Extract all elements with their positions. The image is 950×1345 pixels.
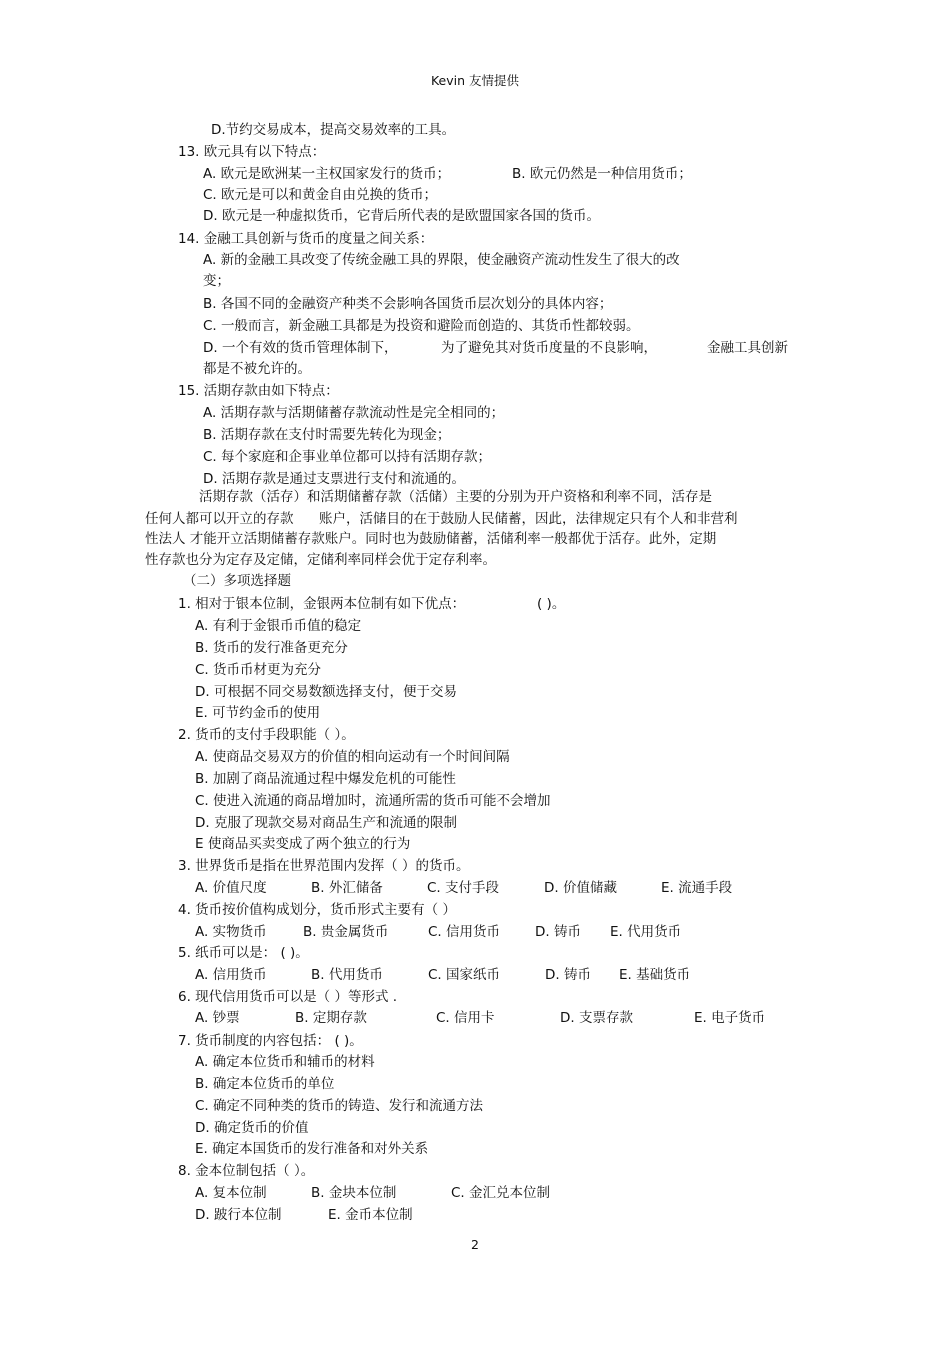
option-a: A. 有利于金银币币值的稳定 xyxy=(195,618,362,634)
option-c: C. 每个家庭和企事业单位都可以持有活期存款； xyxy=(203,449,492,465)
answer-blank: ( )。 xyxy=(537,596,566,612)
section-title: （二）多项选择题 xyxy=(183,573,291,589)
option-d: D. 活期存款是通过支票进行支付和流通的。 xyxy=(203,471,465,487)
option-e: E. 电子货币 xyxy=(694,1010,766,1026)
option-d: D. 可根据不同交易数额选择支付，便于交易 xyxy=(195,684,457,700)
question-14: 14. 金融工具创新与货币的度量之间关系： xyxy=(178,231,434,247)
question-m4: 4. 货币按价值构成划分，货币形式主要有（ ） xyxy=(178,902,456,918)
option-e: E. 可节约金币的使用 xyxy=(195,705,321,721)
option-d-part3: 金融工具创新 xyxy=(707,340,788,356)
option-e: E. 代用货币 xyxy=(610,924,682,940)
option-a-cont: 变； xyxy=(203,273,230,289)
option-b: B. 各国不同的金融资产种类不会影响各国货币层次划分的具体内容； xyxy=(203,296,613,312)
option-d: D. 欧元是一种虚拟货币，它背后所代表的是欧盟国家各国的货币。 xyxy=(203,208,600,224)
page-number: 2 xyxy=(471,1237,479,1252)
option-e: E. 确定本国货币的发行准备和对外关系 xyxy=(195,1141,429,1157)
option-d: D. 铸币 xyxy=(545,967,591,983)
option-c: C. 使进入流通的商品增加时，流通所需的货币可能不会增加 xyxy=(195,793,551,809)
option-d: D. 支票存款 xyxy=(560,1010,633,1026)
option-a: A. 确定本位货币和辅币的材料 xyxy=(195,1054,375,1070)
option-a: A. 欧元是欧洲某一主权国家发行的货币； xyxy=(203,166,451,182)
option-d: D. 确定货币的价值 xyxy=(195,1120,309,1136)
paragraph-part: 账户，活储目的在于鼓励人民储蓄，因此，法律规定只有个人和非营利 xyxy=(319,511,738,527)
paragraph-line: 性存款也分为定存及定储，定储利率同样会优于定存利率。 xyxy=(145,552,496,568)
question-m5: 5. 纸币可以是： ( )。 xyxy=(178,945,309,961)
option-a: A. 使商品交易双方的价值的相向运动有一个时间间隔 xyxy=(195,749,510,765)
option-d-part1: D. 一个有效的货币管理体制下， xyxy=(203,340,398,356)
paragraph-line: 性法人 才能开立活期储蓄存款账户。同时也为鼓励储蓄，活储利率一般都优于活存。此外，定期 xyxy=(145,531,717,547)
question-m3: 3. 世界货币是指在世界范围内发挥（ ）的货币。 xyxy=(178,858,470,874)
option-e: E. 金币本位制 xyxy=(328,1207,413,1223)
option-b: B. 定期存款 xyxy=(295,1010,367,1026)
option-e: E. 流通手段 xyxy=(661,880,733,896)
option-b: B. 金块本位制 xyxy=(311,1185,397,1201)
option-b: B. 代用货币 xyxy=(311,967,383,983)
option-a: A. 价值尺度 xyxy=(195,880,267,896)
option-d: D. 铸币 xyxy=(535,924,581,940)
option-b: B. 活期存款在支付时需要先转化为现金； xyxy=(203,427,451,443)
option-c: C. 金汇兑本位制 xyxy=(451,1185,551,1201)
option-a: A. 新的金融工具改变了传统金融工具的界限，使金融资产流动性发生了很大的改 xyxy=(203,252,680,268)
option-b: B. 货币的发行准备更充分 xyxy=(195,640,348,656)
question-text: 1. 相对于银本位制，金银两本位制有如下优点： xyxy=(178,596,466,612)
option-d: D. 价值储藏 xyxy=(544,880,617,896)
option-c: C. 确定不同种类的货币的铸造、发行和流通方法 xyxy=(195,1098,484,1114)
option-b: B. 外汇储备 xyxy=(311,880,383,896)
option-a: A. 实物货币 xyxy=(195,924,267,940)
question-m8: 8. 金本位制包括（ ）。 xyxy=(178,1163,315,1179)
option-b: B. 加剧了商品流通过程中爆发危机的可能性 xyxy=(195,771,456,787)
option-a: A. 钞票 xyxy=(195,1010,240,1026)
option-b: B. 确定本位货币的单位 xyxy=(195,1076,335,1092)
option-c: C. 信用卡 xyxy=(436,1010,495,1026)
option-a: A. 复本位制 xyxy=(195,1185,267,1201)
option-c: C. 欧元是可以和黄金自由兑换的货币； xyxy=(203,187,438,203)
option-c: C. 国家纸币 xyxy=(428,967,501,983)
option-c: C. 货币币材更为充分 xyxy=(195,662,322,678)
option-c: C. 信用货币 xyxy=(428,924,501,940)
text-line: D.节约交易成本，提高交易效率的工具。 xyxy=(211,122,456,138)
question-15: 15. 活期存款由如下特点： xyxy=(178,383,339,399)
question-m2: 2. 货币的支付手段职能（ ）。 xyxy=(178,727,355,743)
option-b: B. 贵金属货币 xyxy=(303,924,389,940)
page-header: Kevin 友情提供 xyxy=(430,73,520,88)
option-c: C. 支付手段 xyxy=(427,880,500,896)
option-c: C. 一般而言，新金融工具都是为投资和避险而创造的、其货币性都较弱。 xyxy=(203,318,640,334)
question-m6: 6. 现代信用货币可以是（ ）等形式 . xyxy=(178,989,398,1005)
option-e: E 使商品买卖变成了两个独立的行为 xyxy=(195,836,411,852)
option-d: D. 克服了现款交易对商品生产和流通的限制 xyxy=(195,815,457,831)
paragraph-part: 任何人都可以开立的存款 xyxy=(145,511,294,527)
option-a: A. 信用货币 xyxy=(195,967,267,983)
option-d-part2: 为了避免其对货币度量的不良影响， xyxy=(441,340,657,356)
option-d-cont: 都是不被允许的。 xyxy=(203,361,311,377)
question-m7: 7. 货币制度的内容包括： ( )。 xyxy=(178,1033,363,1049)
option-b: B. 欧元仍然是一种信用货币； xyxy=(512,166,692,182)
option-d: D. 跛行本位制 xyxy=(195,1207,282,1223)
option-a: A. 活期存款与活期储蓄存款流动性是完全相同的； xyxy=(203,405,505,421)
paragraph-line: 活期存款（活存）和活期储蓄存款（活储）主要的分别为开户资格和利率不同，活存是 xyxy=(199,489,712,505)
option-e: E. 基础货币 xyxy=(619,967,691,983)
question-13: 13. 欧元具有以下特点： xyxy=(178,144,326,160)
